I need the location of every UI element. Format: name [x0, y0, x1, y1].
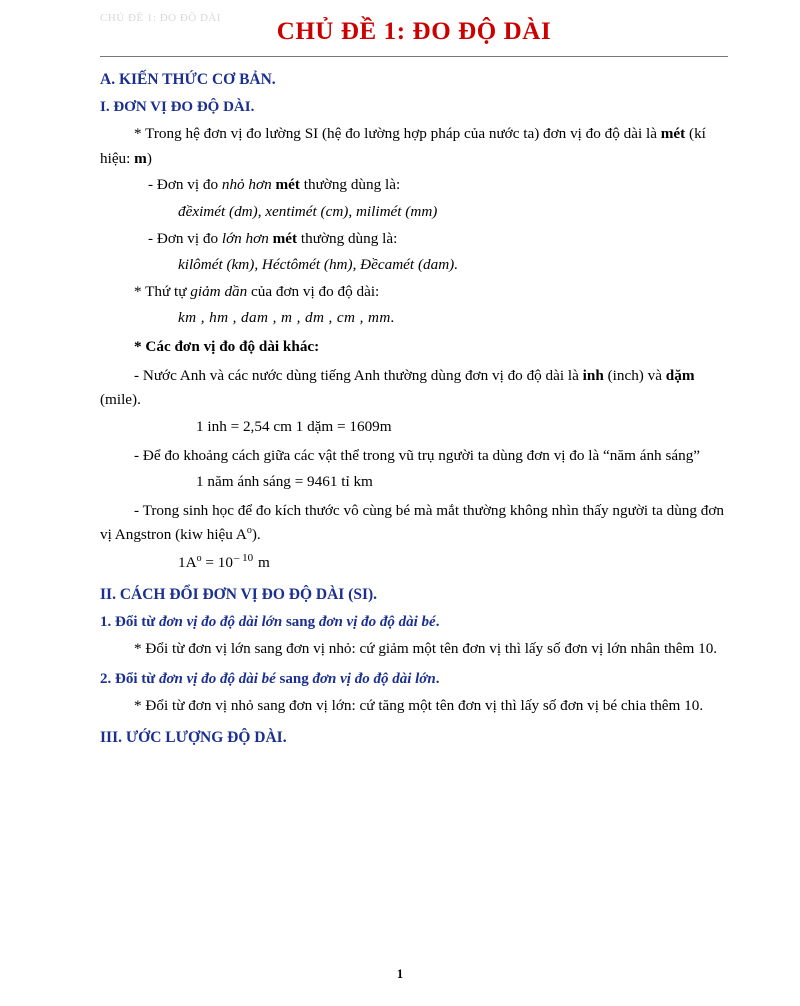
si-suffix-text: ) [146, 149, 152, 167]
uk-conversion-values: 1 inh = 2,54 cm 1 dặm = 1609m [196, 417, 392, 435]
angstrom-text: - Trong sinh học để đo kích thước vô cùng bé mà mắt thường không nhìn thấy người ta dùng đơn vị Angstron (kiw hiệu A [100, 501, 725, 544]
ii2-italic-large: đơn vị đo độ dài lớn [312, 671, 436, 688]
light-year-value: 1 năm ánh sáng = 9461 tỉ km [196, 473, 373, 491]
bullet1-suffix: thường dùng là: [299, 176, 401, 194]
list-larger-units-text: kilômét (km), Héctômét (hm), Đềcamét (dam). [178, 256, 459, 274]
paragraph-ii-1-body: * Đổi từ đơn vị lớn sang đơn vị nhỏ: cứ giảm một tên đơn vị thì lấy số đơn vị lớn nhân thêm 10. [134, 639, 718, 657]
ii2-italic-small: đơn vị đo độ dài bé [159, 671, 276, 688]
paragraph-descending-order [100, 280, 728, 305]
title-divider [100, 56, 728, 57]
faint-page-header: CHỦ ĐỀ 1: ĐO ĐỘ DÀI [100, 12, 222, 22]
bullet2-suffix: thường dùng là: [297, 229, 398, 247]
section-heading-ii: II. CÁCH ĐỔI ĐƠN VỊ ĐO ĐỘ DÀI (SI). [100, 585, 378, 603]
angstrom-superscript: o [246, 525, 252, 537]
order-italic: giảm dần [190, 282, 248, 300]
section-heading-a: A. KIẾN THỨC CƠ BẢN. [100, 71, 276, 88]
list-smaller-units [100, 200, 728, 225]
ii1-mid: sang [282, 613, 319, 630]
section-heading-i: I. ĐƠN VỊ ĐO ĐỘ DÀI. [100, 99, 255, 115]
ii2-mid: sang [275, 671, 313, 688]
si-mid-text: (kí hiệu: [100, 125, 706, 167]
bullet-smaller-units [100, 173, 728, 198]
ii1-prefix: 1. Đổi từ [100, 613, 159, 630]
list-descending-order-text: km , hm , dam , m , dm , cm , mm. [178, 309, 395, 327]
paragraph-light-year: - Để đo khoảng cách giữa các vật thể trong vũ trụ người ta dùng đơn vị đo là “năm ánh sáng” [134, 446, 701, 464]
ii2-prefix: 2. Đổi từ [100, 671, 159, 688]
page-number: 1 [396, 967, 404, 981]
bullet2-prefix: - Đơn vị đo [148, 229, 222, 247]
bullet1-italic: nhỏ hơn [221, 176, 276, 194]
heading-other-units [100, 335, 728, 360]
angstrom-value-mid: = 10 [201, 554, 233, 572]
page-title: CHỦ ĐỀ 1: ĐO ĐỘ DÀI [276, 18, 552, 45]
si-bold-m: m [134, 149, 147, 167]
bullet2-italic: lớn hơn [221, 229, 273, 247]
ii1-suffix: . [435, 613, 440, 630]
subsection-heading-ii-2 [100, 671, 728, 688]
section-heading-iii: III. ƯỚC LƯỢNG ĐỘ DÀI. [100, 729, 287, 746]
angstrom-suffix: ). [251, 526, 261, 544]
list-larger-units [100, 253, 728, 278]
uk-bold-inh: inh [582, 366, 604, 384]
paragraph-uk-units [100, 364, 728, 413]
angstrom-value-suffix: m [254, 554, 270, 572]
list-smaller-units-text: đềximét (dm), xentimét (cm), milimét (mm) [178, 202, 438, 220]
si-bold-met: mét [660, 125, 686, 142]
ii1-italic-small: đơn vị đo độ dài bé [318, 613, 436, 630]
paragraph-angstrom [100, 499, 728, 548]
order-suffix: của đơn vị đo độ dài: [247, 282, 380, 300]
heading-other-units-text: * Các đơn vị đo độ dài khác: [134, 338, 320, 355]
subsection-heading-ii-1 [100, 614, 728, 631]
bullet2-bold: mét [272, 229, 298, 247]
paragraph-si-unit [100, 122, 728, 171]
uk-bold-dam: dặm [665, 366, 695, 384]
angstrom-value-prefix: 1A [178, 554, 197, 572]
ii2-suffix: . [435, 671, 440, 688]
uk-mid: (inch) và [603, 366, 666, 384]
uk-prefix: - Nước Anh và các nước dùng tiếng Anh thường dùng đơn vị đo độ dài là [134, 366, 583, 384]
angstrom-value-exponent: – 10 [233, 552, 254, 565]
si-prefix-text: * Trong hệ đơn vị đo lường SI (hệ đo lường hợp pháp của nước ta) đơn vị đo độ dài là [134, 125, 661, 142]
list-descending-order [100, 306, 728, 331]
uk-suffix: (mile). [100, 391, 141, 409]
bullet1-bold: mét [275, 176, 300, 194]
bullet-larger-units [100, 227, 728, 252]
order-prefix: * Thứ tự [134, 282, 191, 300]
ii1-italic-large: đơn vị đo độ dài lớn [159, 613, 283, 630]
document-page [0, 12, 800, 1006]
paragraph-ii-2-body: * Đổi từ đơn vị nhỏ sang đơn vị lớn: cứ tăng một tên đơn vị thì lấy số đơn vị bé chia thêm 10. [134, 697, 704, 715]
angstrom-value [100, 550, 728, 576]
bullet1-prefix: - Đơn vị đo [148, 176, 222, 194]
angstrom-value-superscript: o [196, 553, 202, 565]
